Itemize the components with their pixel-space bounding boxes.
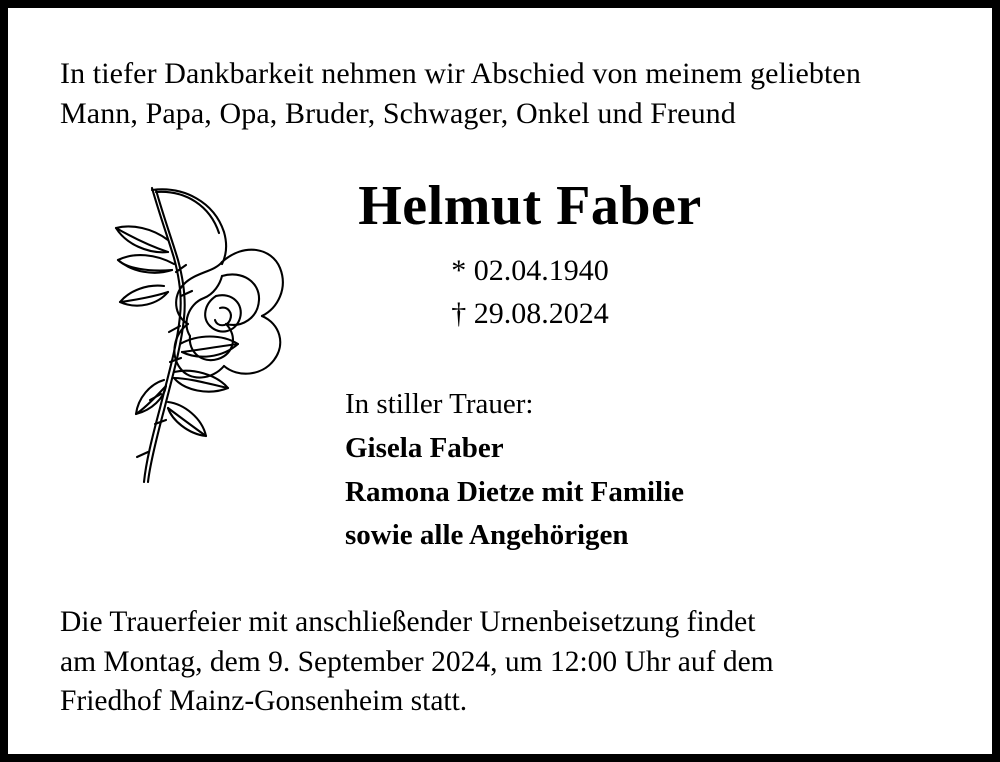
funeral-line-2: am Montag, dem 9. September 2024, um 12:00 Uhr auf dem bbox=[60, 645, 774, 678]
deceased-name: Helmut Faber bbox=[358, 175, 702, 238]
mourning-intro: In stiller Trauer: bbox=[345, 388, 534, 421]
mourner-name-1: Gisela Faber bbox=[345, 432, 504, 465]
funeral-line-1: Die Trauerfeier mit anschließender Urnenbeisetzung findet bbox=[60, 606, 756, 639]
deceased-block bbox=[60, 177, 940, 335]
funeral-line-3: Friedhof Mainz-Gonsenheim statt. bbox=[60, 685, 468, 718]
funeral-details bbox=[60, 603, 940, 722]
intro-text bbox=[60, 54, 940, 133]
death-date: † 29.08.2024 bbox=[451, 296, 609, 330]
life-dates bbox=[60, 250, 940, 335]
obituary-inner bbox=[8, 8, 992, 754]
intro-line-1: In tiefer Dankbarkeit nehmen wir Abschied von meinem geliebten bbox=[60, 57, 861, 90]
birth-date: * 02.04.1940 bbox=[451, 253, 609, 287]
intro-line-2: Mann, Papa, Opa, Bruder, Schwager, Onkel und Freund bbox=[60, 96, 736, 130]
mourner-name-3: sowie alle Angehörigen bbox=[345, 519, 629, 552]
mourning-block bbox=[60, 383, 940, 558]
mourner-name-2: Ramona Dietze mit Familie bbox=[345, 475, 685, 508]
